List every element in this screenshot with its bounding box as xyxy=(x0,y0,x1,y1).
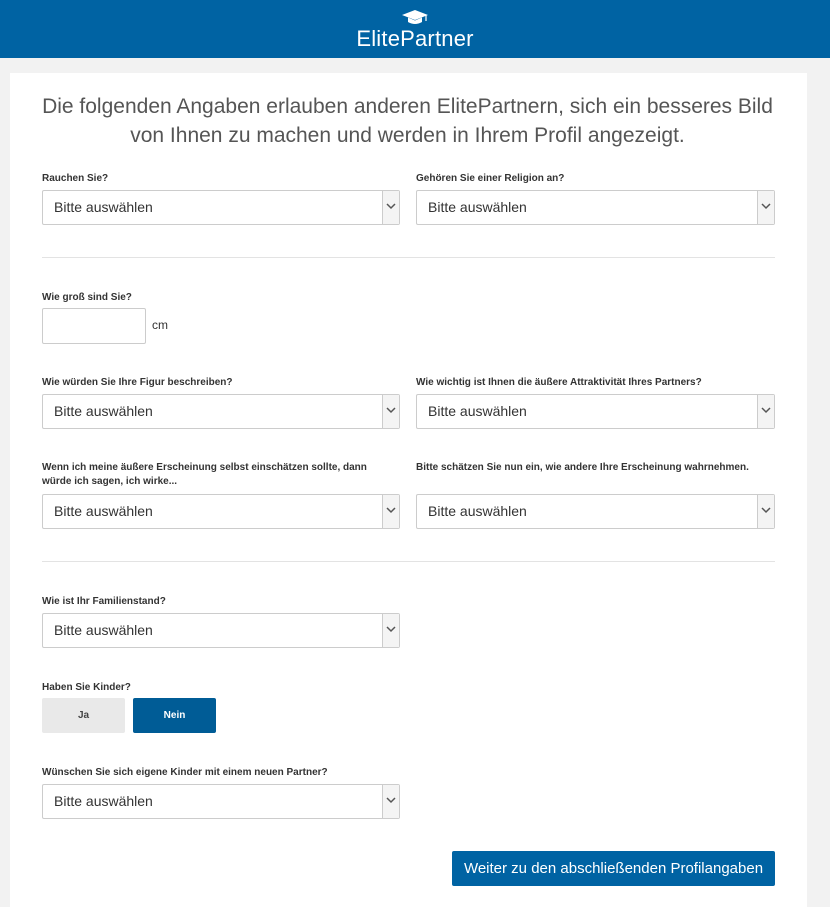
chevron-down-icon xyxy=(382,614,399,647)
children-label: Haben Sie Kinder? xyxy=(42,682,131,693)
attractiveness-label: Wie wichtig ist Ihnen die äußere Attraktivität Ihres Partners? xyxy=(416,377,702,388)
self-appearance-select[interactable] xyxy=(42,494,400,529)
children-yes-button[interactable]: Ja xyxy=(42,698,125,733)
self-appearance-select-value: Bitte auswählen xyxy=(54,503,153,519)
wish-children-select[interactable] xyxy=(42,784,400,819)
attractiveness-select[interactable] xyxy=(416,394,775,429)
height-label: Wie groß sind Sie? xyxy=(42,292,132,303)
figure-select-value: Bitte auswählen xyxy=(54,403,153,419)
marital-status-label: Wie ist Ihr Familienstand? xyxy=(42,596,166,607)
wish-children-select-value: Bitte auswählen xyxy=(54,793,153,809)
religion-select[interactable] xyxy=(416,190,775,225)
wish-children-label: Wünschen Sie sich eigene Kinder mit einem neuen Partner? xyxy=(42,767,328,778)
chevron-down-icon xyxy=(382,191,399,224)
others-appearance-select-value: Bitte auswählen xyxy=(428,503,527,519)
religion-select-value: Bitte auswählen xyxy=(428,199,527,215)
children-no-button[interactable]: Nein xyxy=(133,698,216,733)
attractiveness-select-value: Bitte auswählen xyxy=(428,403,527,419)
chevron-down-icon xyxy=(382,495,399,528)
graduation-cap-icon xyxy=(400,8,430,28)
chevron-down-icon xyxy=(757,495,774,528)
figure-label: Wie würden Sie Ihre Figur beschreiben? xyxy=(42,377,233,388)
continue-button[interactable]: Weiter zu den abschließenden Profilangaben xyxy=(452,851,775,886)
religion-label: Gehören Sie einer Religion an? xyxy=(416,173,565,184)
top-header xyxy=(0,0,830,58)
smoking-label: Rauchen Sie? xyxy=(42,173,109,184)
marital-status-select[interactable] xyxy=(42,613,400,648)
section-divider xyxy=(42,561,775,562)
chevron-down-icon xyxy=(382,785,399,818)
marital-status-select-value: Bitte auswählen xyxy=(54,622,153,638)
figure-select[interactable] xyxy=(42,394,400,429)
chevron-down-icon xyxy=(382,395,399,428)
brand-name: ElitePartner xyxy=(356,26,474,51)
self-appearance-label: Wenn ich meine äußere Erscheinung selbst einschätzen sollte, dann würde ich sagen, ich wirke... xyxy=(42,462,367,487)
height-unit: cm xyxy=(152,318,168,332)
smoking-select-value: Bitte auswählen xyxy=(54,199,153,215)
section-divider xyxy=(42,257,775,258)
height-input[interactable] xyxy=(42,308,146,344)
others-appearance-select[interactable] xyxy=(416,494,775,529)
smoking-select[interactable] xyxy=(42,190,400,225)
others-appearance-label: Bitte schätzen Sie nun ein, wie andere Ihre Erscheinung wahrnehmen. xyxy=(416,462,749,473)
chevron-down-icon xyxy=(757,191,774,224)
intro-text: Die folgenden Angaben erlauben anderen ElitePartnern, sich ein besseres Bild von Ihnen zu machen und werden in Ihrem Profil angezeigt. xyxy=(42,95,773,147)
chevron-down-icon xyxy=(757,395,774,428)
brand-logo[interactable] xyxy=(0,8,830,52)
